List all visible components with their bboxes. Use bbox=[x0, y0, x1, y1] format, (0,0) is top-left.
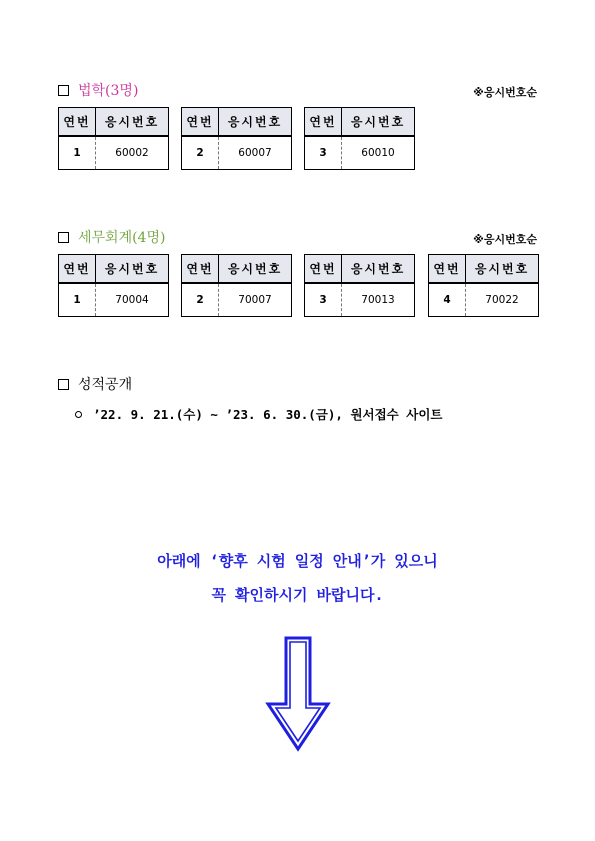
row-number: 1 bbox=[59, 136, 96, 170]
row-number: 4 bbox=[429, 283, 466, 317]
header-id: 응시번호 bbox=[219, 108, 292, 137]
tax-table-4 bbox=[428, 254, 539, 317]
exam-number: 60002 bbox=[96, 136, 169, 170]
section-title-grades bbox=[58, 374, 132, 394]
header-no: 연번 bbox=[182, 108, 219, 137]
checkbox-square-icon bbox=[58, 379, 69, 390]
row-number: 2 bbox=[182, 136, 219, 170]
header-id: 응시번호 bbox=[342, 108, 415, 137]
table-row bbox=[182, 283, 292, 317]
section-grades-title-text: 성적공개 bbox=[78, 377, 133, 393]
exam-number: 60010 bbox=[342, 136, 415, 170]
header-no: 연번 bbox=[305, 108, 342, 137]
law-table-3 bbox=[304, 107, 415, 170]
section-law-title-text: 법학(3명) bbox=[78, 83, 139, 99]
grades-detail-text: ’22. 9. 21.(수) ~ ’23. 6. 30.(금), 원서접수 사이트 bbox=[93, 407, 443, 422]
row-number: 1 bbox=[59, 283, 96, 317]
section-tax-title-text: 세무회계(4명) bbox=[78, 230, 166, 246]
header-no: 연번 bbox=[305, 255, 342, 284]
exam-number: 70004 bbox=[96, 283, 169, 317]
header-id: 응시번호 bbox=[342, 255, 415, 284]
header-id: 응시번호 bbox=[96, 255, 169, 284]
grades-detail-line bbox=[75, 405, 443, 423]
table-row bbox=[59, 283, 169, 317]
down-arrow-icon bbox=[264, 636, 332, 752]
header-id: 응시번호 bbox=[466, 255, 539, 284]
law-table-2 bbox=[181, 107, 292, 170]
row-number: 3 bbox=[305, 136, 342, 170]
exam-number: 60007 bbox=[219, 136, 292, 170]
tax-table-3 bbox=[304, 254, 415, 317]
section-title-tax bbox=[58, 227, 165, 247]
table-row bbox=[182, 136, 292, 170]
table-row bbox=[305, 283, 415, 317]
table-row bbox=[429, 283, 539, 317]
header-no: 연번 bbox=[182, 255, 219, 284]
table-row bbox=[305, 136, 415, 170]
header-no: 연번 bbox=[59, 255, 96, 284]
order-note-law: ※응시번호순 bbox=[473, 86, 537, 99]
law-table-1 bbox=[58, 107, 169, 170]
circle-bullet-icon bbox=[75, 411, 82, 418]
tax-table-2 bbox=[181, 254, 292, 317]
tax-table-1 bbox=[58, 254, 169, 317]
header-id: 응시번호 bbox=[96, 108, 169, 137]
row-number: 3 bbox=[305, 283, 342, 317]
header-no: 연번 bbox=[59, 108, 96, 137]
header-no: 연번 bbox=[429, 255, 466, 284]
order-note-tax: ※응시번호순 bbox=[473, 233, 537, 246]
row-number: 2 bbox=[182, 283, 219, 317]
table-row bbox=[59, 136, 169, 170]
header-id: 응시번호 bbox=[219, 255, 292, 284]
exam-number: 70007 bbox=[219, 283, 292, 317]
exam-number: 70013 bbox=[342, 283, 415, 317]
checkbox-square-icon bbox=[58, 232, 69, 243]
checkbox-square-icon bbox=[58, 85, 69, 96]
section-title-law bbox=[58, 80, 138, 100]
notice-line-2: 꼭 확인하시기 바랍니다. bbox=[211, 586, 384, 604]
notice-line-1: 아래에 ‘향후 시험 일정 안내’가 있으니 bbox=[157, 552, 438, 570]
exam-number: 70022 bbox=[466, 283, 539, 317]
